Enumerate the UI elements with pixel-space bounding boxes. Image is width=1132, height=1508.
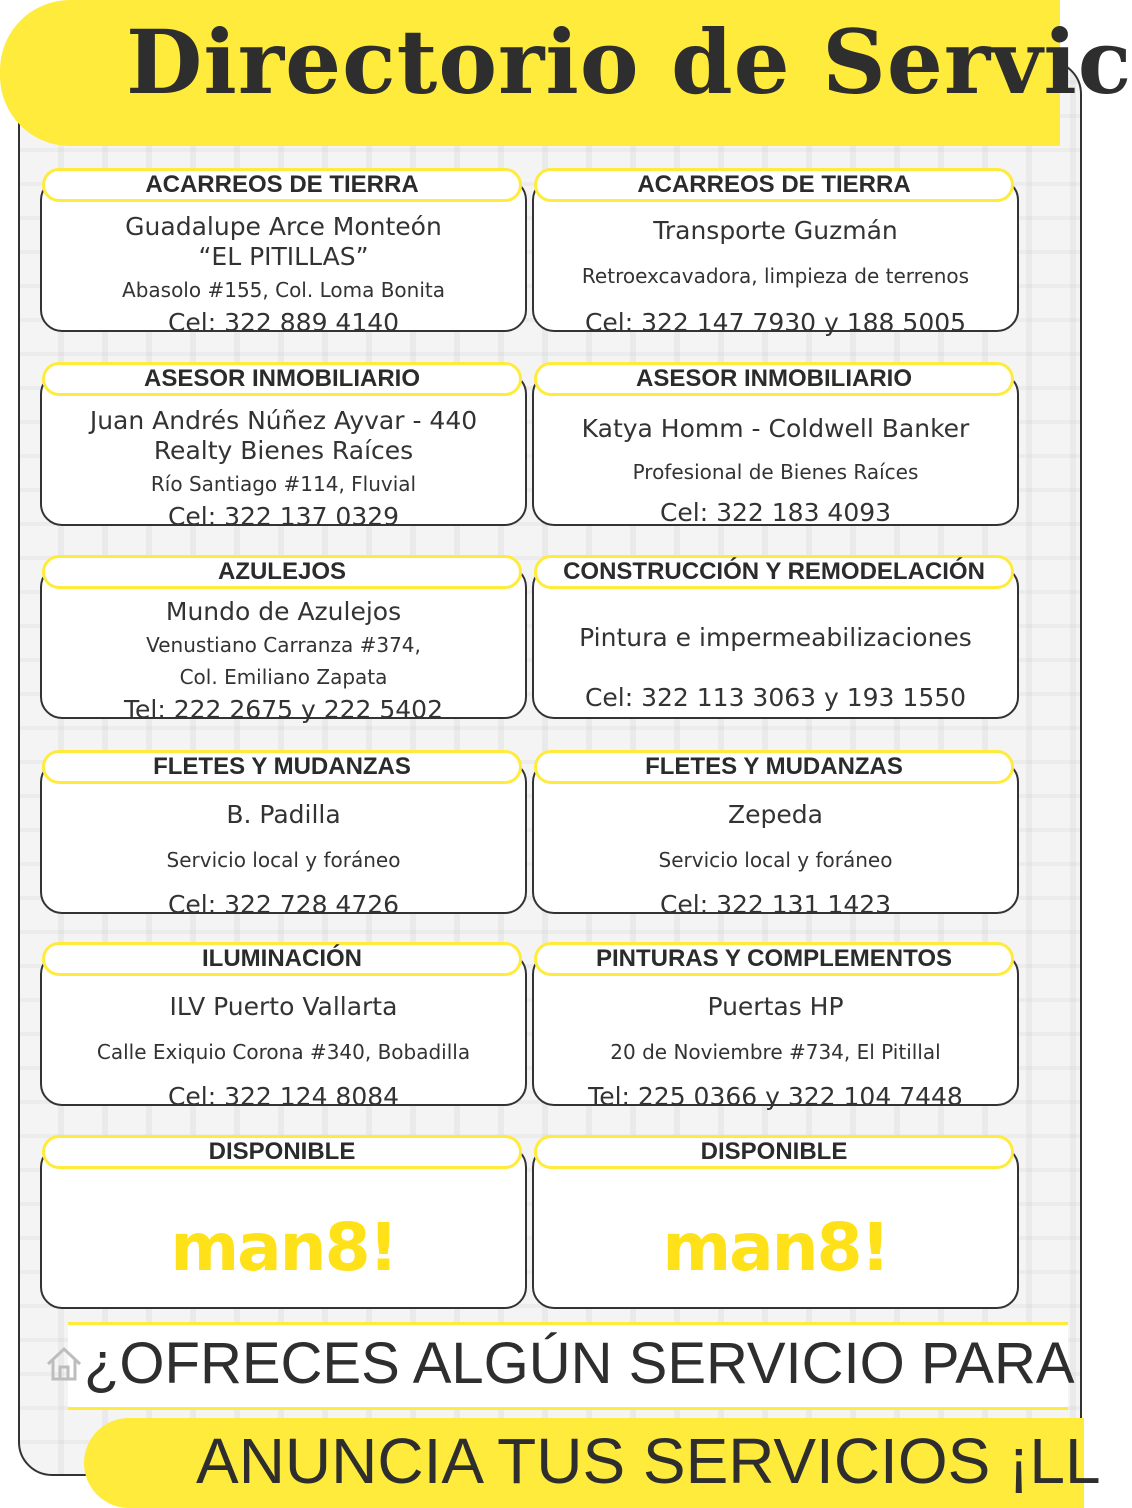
home-icon xyxy=(44,1344,84,1384)
category-label: AZULEJOS xyxy=(42,555,522,589)
category-label: CONSTRUCCIÓN Y REMODELACIÓN xyxy=(534,555,1014,589)
category-label: DISPONIBLE xyxy=(534,1135,1014,1169)
service-card xyxy=(532,365,1019,527)
category-label: ACARREOS DE TIERRA xyxy=(42,168,522,202)
category-label: FLETES Y MUDANZAS xyxy=(42,750,522,784)
cta-question: ¿OFRECES ALGÚN SERVICIO PARA xyxy=(84,1331,1075,1396)
business-company: Realty Bienes Raíces xyxy=(153,436,414,465)
man8-logo: man8! xyxy=(170,1209,397,1286)
phone-number: Cel: 322 124 8084 xyxy=(167,1082,400,1111)
phone-number: Cel: 322 131 1423 xyxy=(659,890,892,919)
business-name: Puertas HP xyxy=(707,992,844,1021)
phone-number: Tel: 225 0366 y 322 104 7448 xyxy=(588,1082,963,1111)
business-address-2: Col. Emiliano Zapata xyxy=(179,665,388,689)
service-card xyxy=(40,171,527,337)
phone-number: Cel: 322 137 0329 xyxy=(167,502,400,531)
man8-logo: man8! xyxy=(662,1209,889,1286)
category-label: ASESOR INMOBILIARIO xyxy=(42,362,522,396)
phone-number: Cel: 322 728 4726 xyxy=(167,890,400,919)
service-card xyxy=(40,945,527,1111)
category-label: ILUMINACIÓN xyxy=(42,942,522,976)
service-card xyxy=(532,753,1019,919)
service-card xyxy=(532,558,1019,719)
category-label: FLETES Y MUDANZAS xyxy=(534,750,1014,784)
business-name: Katya Homm - Coldwell Banker xyxy=(581,414,970,443)
business-address: Calle Exiquio Corona #340, Bobadilla xyxy=(96,1040,471,1064)
business-name: Pintura e impermeabilizaciones xyxy=(579,623,972,652)
available-card xyxy=(532,1138,1019,1309)
page-title: Directorio de Servic xyxy=(126,10,1132,114)
business-name: B. Padilla xyxy=(226,800,341,829)
phone-number: Tel: 222 2675 y 222 5402 xyxy=(124,695,443,724)
business-description: Servicio local y foráneo xyxy=(658,848,893,872)
business-address: Abasolo #155, Col. Loma Bonita xyxy=(122,278,445,302)
service-card xyxy=(40,558,527,724)
business-name: Juan Andrés Núñez Ayvar - 440 xyxy=(89,406,478,435)
available-card xyxy=(40,1138,527,1309)
business-name: ILV Puerto Vallarta xyxy=(169,992,398,1021)
business-name: Transporte Guzmán xyxy=(653,216,898,245)
phone-number: Cel: 322 147 7930 y 188 5005 xyxy=(584,308,967,337)
service-card xyxy=(532,171,1019,337)
business-address: Venustiano Carranza #374, xyxy=(146,633,421,657)
business-name: Guadalupe Arce Monteón xyxy=(125,212,442,241)
footer-headline: ANUNCIA TUS SERVICIOS ¡LL xyxy=(196,1425,1101,1497)
phone-number: Cel: 322 183 4093 xyxy=(659,498,892,527)
category-label: ASESOR INMOBILIARIO xyxy=(534,362,1014,396)
business-description: Profesional de Bienes Raíces xyxy=(632,460,919,484)
business-address: 20 de Noviembre #734, El Pitillal xyxy=(610,1040,941,1064)
category-label: DISPONIBLE xyxy=(42,1135,522,1169)
business-name: Mundo de Azulejos xyxy=(165,597,402,626)
service-card xyxy=(40,365,527,531)
service-card xyxy=(40,753,527,919)
business-alias: “EL PITILLAS” xyxy=(198,242,369,271)
category-label: ACARREOS DE TIERRA xyxy=(534,168,1014,202)
phone-number: Cel: 322 113 3063 y 193 1550 xyxy=(584,683,967,712)
business-address: Río Santiago #114, Fluvial xyxy=(150,472,417,496)
business-description: Servicio local y foráneo xyxy=(166,848,401,872)
category-label: PINTURAS Y COMPLEMENTOS xyxy=(534,942,1014,976)
phone-number: Cel: 322 889 4140 xyxy=(167,308,400,337)
business-description: Retroexcavadora, limpieza de terrenos xyxy=(581,264,970,288)
service-card xyxy=(532,945,1019,1111)
business-name: Zepeda xyxy=(728,800,823,829)
